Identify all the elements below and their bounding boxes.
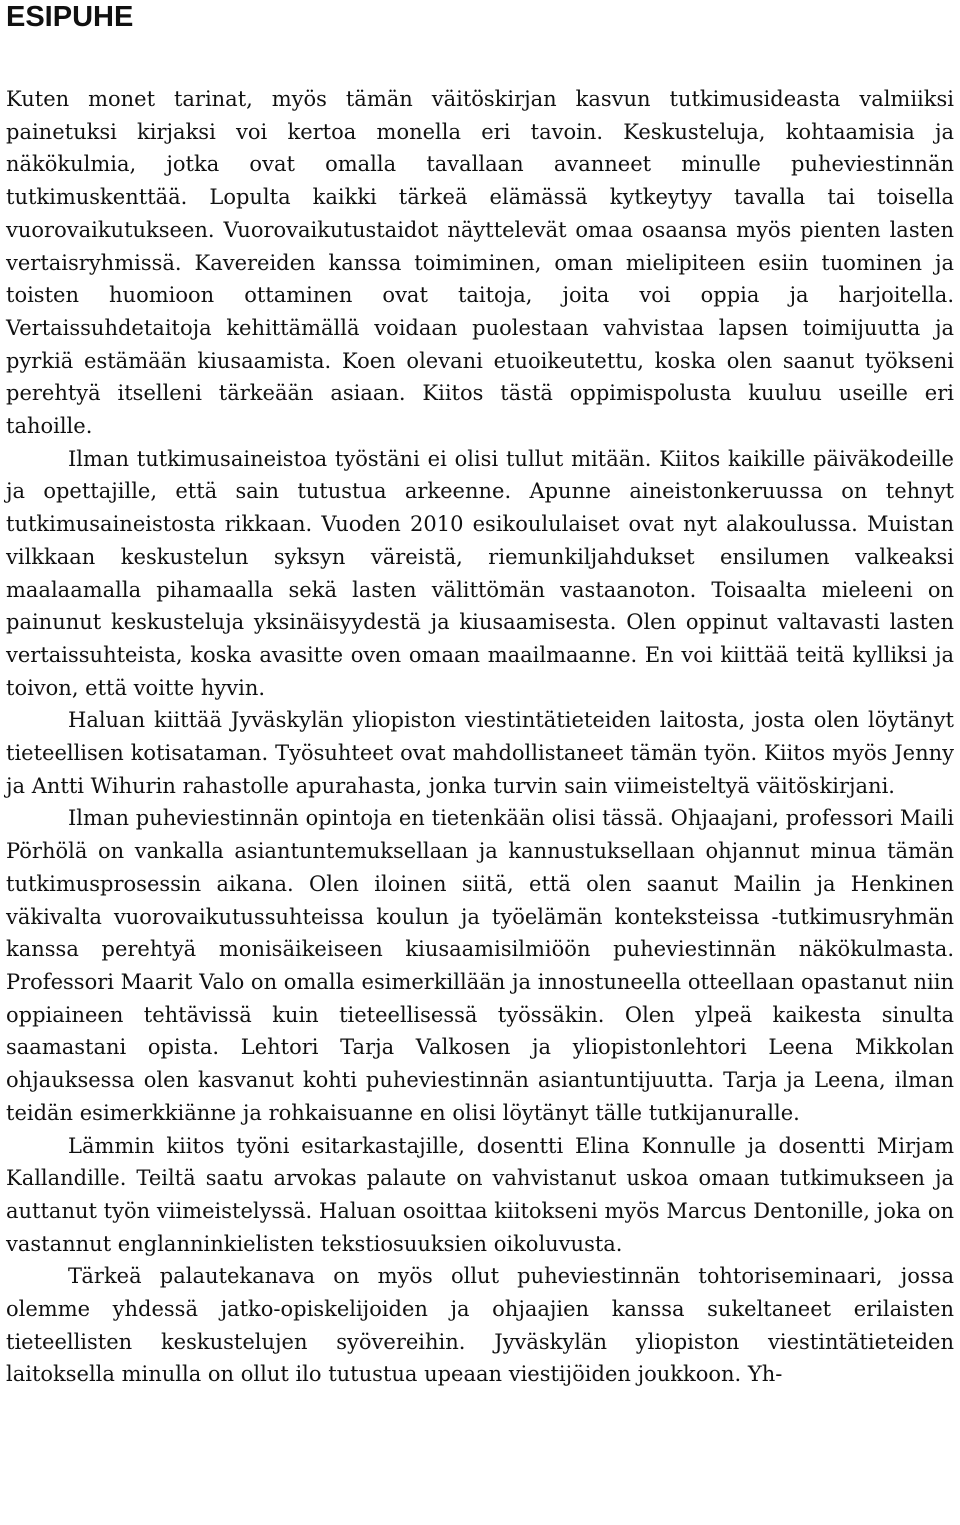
document-body [6,83,954,1391]
page-title: ESIPUHE [6,1,134,33]
paragraph-3: Haluan kiittää Jyväskylän yliopiston viestintätieteiden laitosta, josta olen löytänyt tieteellisen kotisataman. Työsuhteet ovat mahdollistaneet tämän työn. Kiitos myös Jenny ja Antti Wihurin rahastolle apurahasta, jonka turvin sain viimeisteltyä väitöskirjani. [6,708,954,798]
paragraph-2: Ilman tutkimusaineistoa työstäni ei olisi tullut mitään. Kiitos kaikille päiväkodeille ja opettajille, että sain tutustua arkeenne. Apunne aineistonkeruussa on tehnyt tutkimusaineistosta rikkaan. Vuoden 2010 esikoululaiset ovat nyt alakoulussa. Muistan vilkkaan keskustelun syksyn väreistä, riemunkiljahdukset ensilumen valkeaksi maalaamalla pihamaalla sekä lasten välittömän vastaanoton. Toisaalta mieleeni on painunut keskusteluja yksinäisyydestä ja kiusaamisesta. Olen oppinut valtavasti lasten vertaissuhteista, koska avasitte oven omaan maailmaanne. En voi kiittää teitä kylliksi ja toivon, että voitte hyvin. [6,446,954,700]
paragraph-1: Kuten monet tarinat, myös tämän väitöskirjan kasvun tutkimusideasta valmiiksi painetuksi kirjaksi voi kertoa monella eri tavoin. Keskusteluja, kohtaamisia ja näkökulmia, jotka ovat omalla tavallaan avanneet minulle puheviestinnän tutkimuskenttää. Lopulta kaikki tärkeä elämässä kytkeytyy tavalla tai toisella vuorovaikutukseen. Vuorovaikutustaidot näyttelevät omaa osaansa myös pienten lasten vertaisryhmissä. Kavereiden kanssa toimiminen, oman mielipiteen esiin tuominen ja toisten huomioon ottaminen ovat taitoja, joita voi oppia ja harjoitella. Vertaissuhdetaitoja kehittämällä voidaan puolestaan vahvistaa lapsen toimijuutta ja pyrkiä estämään kiusaamista. Koen olevani etuoikeutettu, koska olen saanut työkseni perehtyä itselleni tärkeään asiaan. Kiitos tästä oppimispolusta kuuluu useille eri tahoille. [6,87,954,439]
paragraph-6: Tärkeä palautekanava on myös ollut puheviestinnän tohtoriseminaari, jossa olemme yhdessä jatko-opiskelijoiden ja ohjaajien kanssa sukeltaneet erilaisten tieteellisten keskustelujen syövereihin. Jyväskylän yliopiston viestintätieteiden laitoksella minulla on ollut ilo tutustua upeaan viestijöiden joukkoon. Yh- [6,1264,954,1387]
paragraph-4: Ilman puheviestinnän opintoja en tietenkään olisi tässä. Ohjaajani, professori Maili Pörhölä on vankalla asiantuntemuksellaan ja kannustuksellaan ohjannut minua tämän tutkimusprosessin aikana. Olen iloinen siitä, että olen saanut Mailin ja Henkinen väkivalta vuorovaikutussuhteissa koulun ja työelämän konteksteissa -tutkimusryhmän kanssa perehtyä monisäikeiseen kiusaamisilmiöön puheviestinnän näkökulmasta. Professori Maarit Valo on omalla esimerkillään ja innostuneella otteellaan opastanut niin oppiaineen tehtävissä kuin tieteellisessä työssäkin. Olen ylpeä kaikesta sinulta saamastani opista. Lehtori Tarja Valkosen ja yliopistonlehtori Leena Mikkolan ohjauksessa olen kasvanut kohti puheviestinnän asiantuntijuutta. Tarja ja Leena, ilman teidän esimerkkiänne ja rohkaisuanne en olisi löytänyt tälle tutkijanuralle. [6,806,954,1125]
paragraph-5: Lämmin kiitos työni esitarkastajille, dosentti Elina Konnulle ja dosentti Mirjam Kallandille. Teiltä saatu arvokas palaute on vahvistanut uskoa omaan tutkimukseen ja auttanut työn viimeistelyssä. Haluan osoittaa kiitokseni myös Marcus Dentonille, joka on vastannut englanninkielisten tekstiosuuksien oikoluvusta. [6,1133,954,1256]
document-page [6,0,954,1391]
